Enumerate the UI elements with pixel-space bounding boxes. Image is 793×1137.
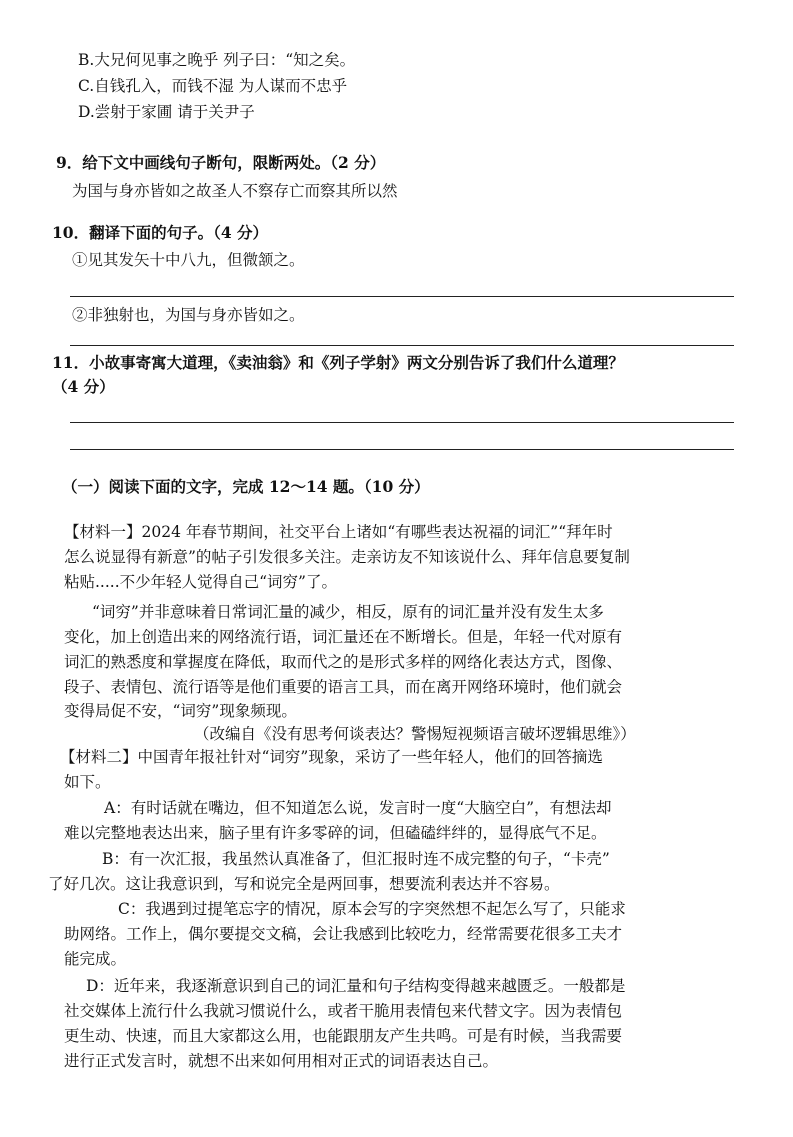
material1-line: 词汇的熟悉度和掌握度在降低，取而代之的是形式多样的网络化表达方式，图像、 <box>64 653 623 671</box>
answer-a-line: A：有时话就在嘴边，但不知道怎么说，发言时一度“大脑空白”，有想法却 <box>104 799 612 817</box>
question-11-title: 11．小故事寄寓大道理，《卖油翁》和《列子学射》两文分别告诉了我们什么道理？ <box>52 353 624 372</box>
answer-d-line: 更生动、快速，而且大家都这么用，也能跟朋友产生共鸣。可是有时候，当我需要 <box>64 1027 623 1045</box>
material2-line: 如下。 <box>64 773 111 791</box>
answer-c-line: 能完成。 <box>64 950 127 968</box>
question-10-title: 10．翻译下面的句子。（4 分） <box>52 223 269 242</box>
answer-d-line: 进行正式发言时，就想不出来如何用相对正式的词语表达自己。 <box>64 1052 499 1070</box>
material1-source: （改编自《没有思考何谈表达？警惕短视频语言破坏逻辑思维》） <box>194 725 636 743</box>
material2-line: 【材料二】中国青年报社针对“词穷”现象，采访了一些年轻人，他们的回答摘选 <box>60 748 603 766</box>
question-10-sentence-2: ②非独射也，为国与身亦皆如之。 <box>72 306 305 324</box>
question-10-sentence-1: ①见其发矢十中八九，但微颔之。 <box>72 251 305 269</box>
answer-c-line: 助网络。工作上，偶尔要提交文稿，会让我感到比较吃力，经常需要花很多工夫才 <box>64 925 623 943</box>
material1-line: 段子、表情包、流行语等是他们重要的语言工具，而在离开网络环境时，他们就会 <box>64 678 623 696</box>
answer-a-line: 难以完整地表达出来，脑子里有许多零碎的词，但磕磕绊绊的，显得底气不足。 <box>64 824 607 842</box>
answer-line <box>70 296 734 297</box>
option-b: B.大兄何见事之晚乎 列子曰：“知之矣。 <box>78 51 356 69</box>
answer-d-line: 社交媒体上流行什么我就习惯说什么，或者干脆用表情包来代替文字。因为表情包 <box>64 1002 623 1020</box>
answer-line <box>70 345 734 346</box>
option-c: C.自钱孔入，而钱不湿 为人谋而不忠乎 <box>78 77 348 95</box>
answer-d-line: D：近年来，我逐渐意识到自己的词汇量和句子结构变得越来越匮乏。一般都是 <box>86 977 626 995</box>
answer-line <box>70 449 734 450</box>
question-9-text: 为国与身亦皆如之故圣人不察存亡而察其所以然 <box>72 182 398 200</box>
question-9-title: 9．给下文中画线句子断句，限断两处。（2 分） <box>56 153 386 172</box>
material1-line: 【材料一】2024 年春节期间，社交平台上诸如“有哪些表达祝福的词汇”“拜年时 <box>64 523 613 541</box>
material1-line: “词穷”并非意味着日常词汇量的减少，相反，原有的词汇量并没有发生太多 <box>92 603 604 621</box>
material1-line: 怎么说显得有新意”的帖子引发很多关注。走亲访友不知该说什么、拜年信息要复制 <box>64 548 630 566</box>
material1-line: 变化，加上创造出来的网络流行语，词汇量还在不断增长。但是，年轻一代对原有 <box>64 628 623 646</box>
material1-line: 变得局促不安，“词穷”现象频现。 <box>64 702 297 720</box>
material1-line: 粘贴.....不少年轻人觉得自己“词穷”了。 <box>64 573 337 591</box>
answer-b-line: 了好几次。这让我意识到，写和说完全是两回事，想要流利表达并不容易。 <box>48 875 560 893</box>
answer-b-line: B：有一次汇报，我虽然认真准备了，但汇报时连不成完整的句子，“卡壳” <box>102 850 610 868</box>
answer-line <box>70 422 734 423</box>
question-11-points: （4 分） <box>52 377 115 396</box>
section-title: （一）阅读下面的文字，完成 12～14 题。（10 分） <box>62 477 430 496</box>
option-d: D.尝射于家圃 请于关尹子 <box>78 103 255 121</box>
answer-c-line: C：我遇到过提笔忘字的情况，原本会写的字突然想不起怎么写了，只能求 <box>118 900 626 918</box>
